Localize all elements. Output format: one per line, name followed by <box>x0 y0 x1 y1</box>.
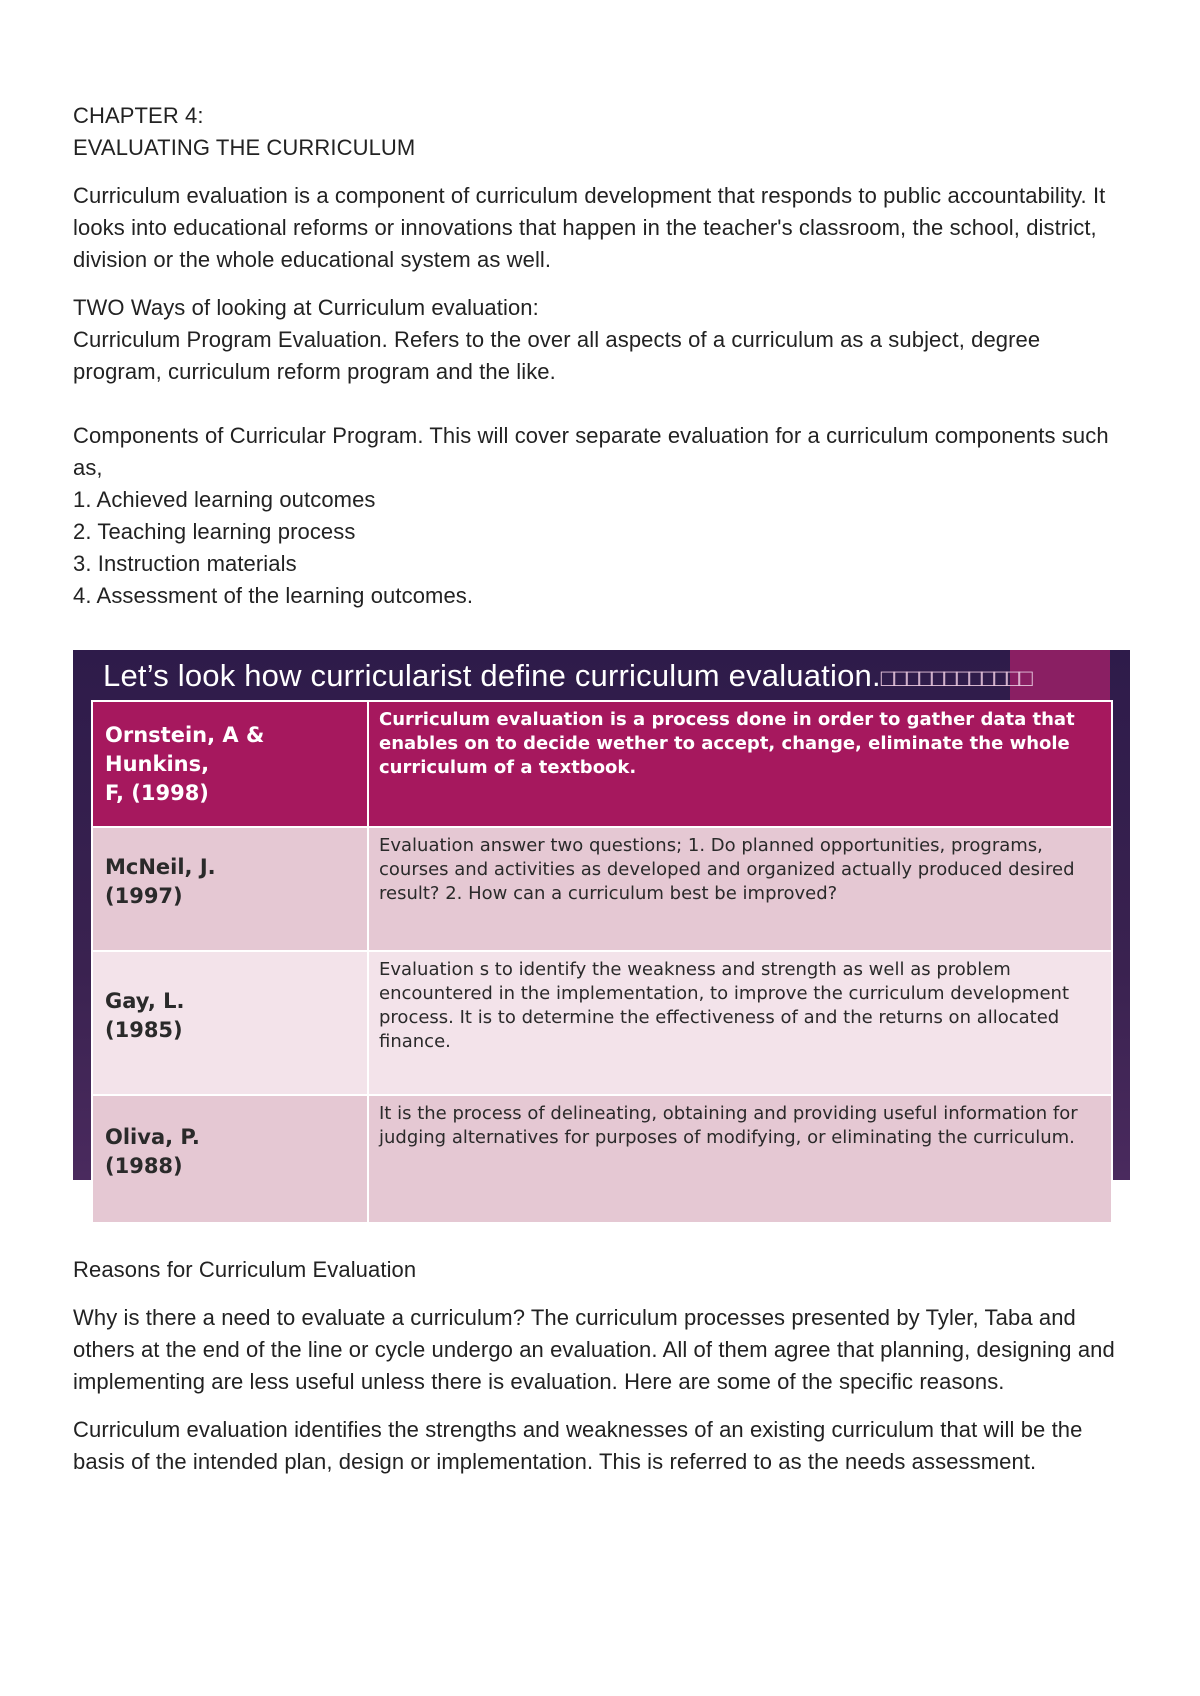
slide-title <box>103 658 1031 694</box>
reasons-heading: Reasons for Curriculum Evaluation <box>73 1257 417 1282</box>
author-name: Gay, L. <box>105 989 185 1013</box>
author-cell <box>92 827 368 951</box>
author-name: Oliva, P. <box>105 1125 200 1149</box>
table-row <box>92 827 1112 951</box>
definition-cell: Curriculum evaluation is a process done in order to gather data that enables on to decide wether to accept, change, eliminate the whole curriculum of a textbook. <box>368 701 1112 827</box>
table-row <box>92 951 1112 1095</box>
component-item: 2. Teaching learning process <box>73 519 356 544</box>
chapter-title: EVALUATING THE CURRICULUM <box>73 135 416 160</box>
components-intro: Components of Curricular Program. This will cover separate evaluation for a curriculum components such as, <box>73 423 1109 480</box>
intro-paragraph: Curriculum evaluation is a component of curriculum development that responds to public accountability. It looks into educational reforms or innovations that happen in the teacher's classroom, the school, district, division or the whole educational system as well. <box>73 183 1106 272</box>
component-item: 3. Instruction materials <box>73 551 297 576</box>
document-body <box>73 100 1133 612</box>
definition-cell: Evaluation s to identify the weakness and strength as well as problem encountered in the implementation, to improve the curriculum development process. It is to determine the effectiveness of and the returns on allocated finance. <box>368 951 1112 1095</box>
table-row <box>92 1095 1112 1223</box>
chapter-label: CHAPTER 4: <box>73 103 204 128</box>
slide-title-glyphs: □□□□□□□□□□□□ <box>880 665 1031 692</box>
component-item: 4. Assessment of the learning outcomes. <box>73 583 474 608</box>
author-cell <box>92 701 368 827</box>
author-name: McNeil, J. <box>105 855 216 879</box>
author-cell <box>92 951 368 1095</box>
table-row <box>92 701 1112 827</box>
definitions-slide <box>73 650 1130 1180</box>
author-year: (1997) <box>105 884 183 908</box>
author-name: Ornstein, A & Hunkins, <box>105 722 265 776</box>
author-year: (1988) <box>105 1154 183 1178</box>
author-year: F, (1998) <box>105 780 209 805</box>
definition-cell: It is the process of delineating, obtaining and providing useful information for judging alternatives for purposes of modifying, or eliminating the curriculum. <box>368 1095 1112 1223</box>
component-item: 1. Achieved learning outcomes <box>73 487 376 512</box>
author-cell <box>92 1095 368 1223</box>
definition-cell: Evaluation answer two questions; 1. Do planned opportunities, programs, courses and activities as developed and organized actually produced desired result? 2. How can a curriculum best be improved? <box>368 827 1112 951</box>
reasons-section <box>73 1254 1138 1478</box>
definitions-table <box>91 700 1113 1224</box>
reasons-paragraph: Why is there a need to evaluate a curriculum? The curriculum processes presented by Tyler, Taba and others at the end of the line or cycle undergo an evaluation. All of them agree that planning, designing and implementing are less useful unless there is evaluation. Here are some of the specific reasons. <box>73 1305 1115 1394</box>
two-ways-heading: TWO Ways of looking at Curriculum evaluation: <box>73 295 539 320</box>
needs-assessment-paragraph: Curriculum evaluation identifies the strengths and weaknesses of an existing curriculum that will be the basis of the intended plan, design or implementation. This is referred to as the needs assessment. <box>73 1417 1083 1474</box>
slide-title-text: Let’s look how curricularist define curriculum evaluation. <box>103 658 881 693</box>
author-year: (1985) <box>105 1018 183 1042</box>
program-evaluation-paragraph: Curriculum Program Evaluation. Refers to the over all aspects of a curriculum as a subject, degree program, curriculum reform program and the like. <box>73 327 1041 384</box>
